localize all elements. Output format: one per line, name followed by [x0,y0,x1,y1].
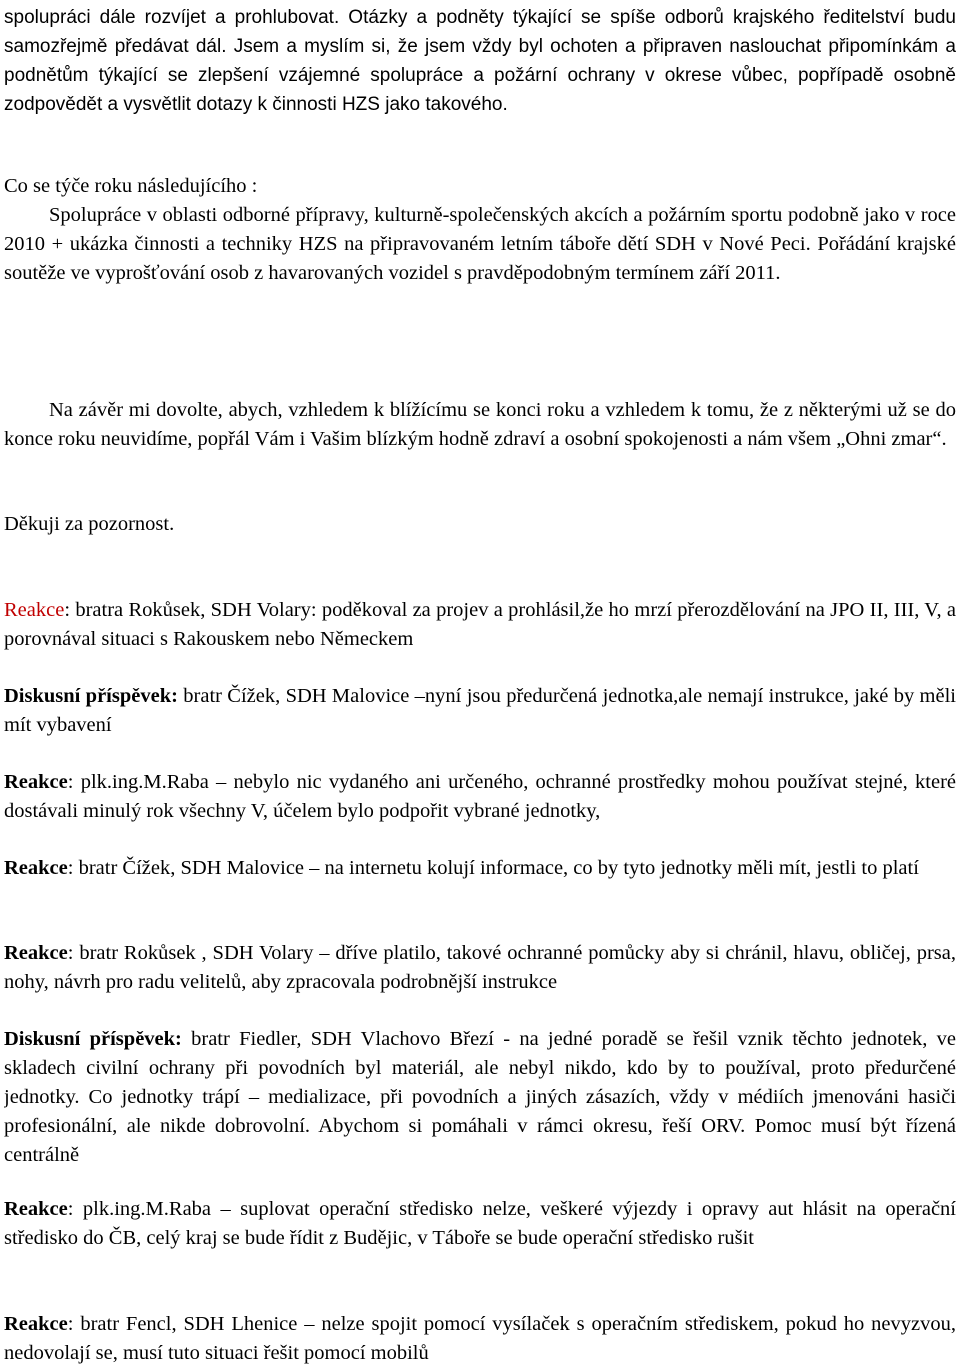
discussion-text: : bratr Čížek, SDH Malovice – na internetu kolují informace, co by tyto jednotky měli mít, jestli to platí [67,857,919,879]
discussion-label: Reakce [4,857,68,879]
discussion-item [4,854,956,883]
thanks-line: Děkuji za pozornost. [4,513,175,535]
next-year-text-b: Pořádání krajské soutěže ve vyprošťování osob z havarovaných vozidel s pravděpodobným termínem září 2011. [4,233,956,284]
discussion-label: Diskusní příspěvek: [4,1028,182,1050]
discussion-item [4,768,956,826]
discussion-text: : bratra Rokůsek, SDH Volary: poděkoval za projev a prohlásil,že ho mrzí přerozdělování na JPO II, III, V, a porovnával situaci s Rakouskem nebo Německem [4,599,956,650]
next-year-text-a: Spolupráce v oblasti odborné přípravy, kulturně-společenských akcích a požárním sportu podobně jako v roce 2010 + ukázka činnosti a techniky HZS na připravovaném letním táboře dětí SDH v Nové Peci. [4,204,956,255]
discussion-label: Reakce [4,1313,68,1335]
closing-paragraph: Na závěr mi dovolte, abych, vzhledem k blížícímu se konci roku a vzhledem k tomu, že z některými už se do konce roku neuvidíme, popřál Vám i Vašim blízkým hodně zdraví a osobní spokojenosti a nám všem „Ohni zmar“. [4,399,956,450]
intro-text-cont: Jsem a myslím si, že jsem vždy byl ochoten a připraven naslouchat připomínkám a podnětům týkající se zlepšení vzájemné spolupráce a požární ochrany v okrese vůbec, popřípadě osobně zodpovědět a vysvětlit dotazy k činnosti HZS jako takového. [4,36,956,115]
discussion-text: : bratr Rokůsek , SDH Volary – dříve platilo, takové ochranné pomůcky aby si chránil, hlavu, obličej, prsa, nohy, návrh pro radu velitelů, aby zpracovala podrobnější instrukce [4,942,956,993]
discussion-label: Reakce [4,942,68,964]
discussion-item [4,596,956,654]
discussion-label: Reakce [4,1198,68,1220]
discussion-item [4,1025,956,1170]
next-year-heading: Co se týče roku následujícího : [4,175,258,197]
discussion-item [4,682,956,740]
discussion-item [4,1195,956,1253]
discussion-label: Diskusní příspěvek: [4,685,178,707]
discussion-label: Reakce [4,599,65,621]
discussion-text: bratr Čížek, SDH Malovice –nyní jsou předurčená jednotka,ale nemají instrukce, jaké by měli mít vybavení [4,685,956,736]
discussion-text: : plk.ing.M.Raba – nebylo nic vydaného ani určeného, ochranné prostředky mohou používat stejné, které dostávali minulý rok všechny V, účelem bylo podpořit vybrané jednotky, [4,771,956,822]
discussion-label: Reakce [4,771,68,793]
document-page [4,0,956,1369]
discussion-item [4,1310,956,1368]
discussion-text: : bratr Fencl, SDH Lhenice – nelze spojit pomocí vysílaček s operačním střediskem, pokud ho nevyzvou, nedovolají se, musí tuto situaci řešit pomocí mobilů [4,1313,956,1364]
discussion-text: bratr Fiedler, SDH Vlachovo Březí - na jedné poradě se řešil vznik těchto jednotek, ve skladech civilní ochrany při povodních byl materiál, ale nebyl nikdo, kdo by to používal, proto předurčené jednotky. Co jednotky trápí – medializace, při povodních a jiných zásazích, vždy v médiích jmenováni hasiči profesionální, ale nikde dobrovolní. Abychom si pomáhali v rámci okresu, řeší ORV. Pomoc musí být řízená centrálně [4,1028,956,1166]
intro-paragraph [4,3,956,119]
discussion-item [4,939,956,997]
discussion-text: : plk.ing.M.Raba – suplovat operační středisko nelze, veškeré výjezdy i opravy aut hlásit na operační středisko do ČB, celý kraj se bude řídit z Budějic, v Táboře se bude operační středisko rušit [4,1198,956,1249]
intro-text-sans: spolupráci dále rozvíjet a prohlubovat. Otázky a podněty týkající se spíše odborů krajského ředitelství budu samozřejmě předávat dál. [4,7,956,57]
next-year-paragraph [4,201,956,288]
